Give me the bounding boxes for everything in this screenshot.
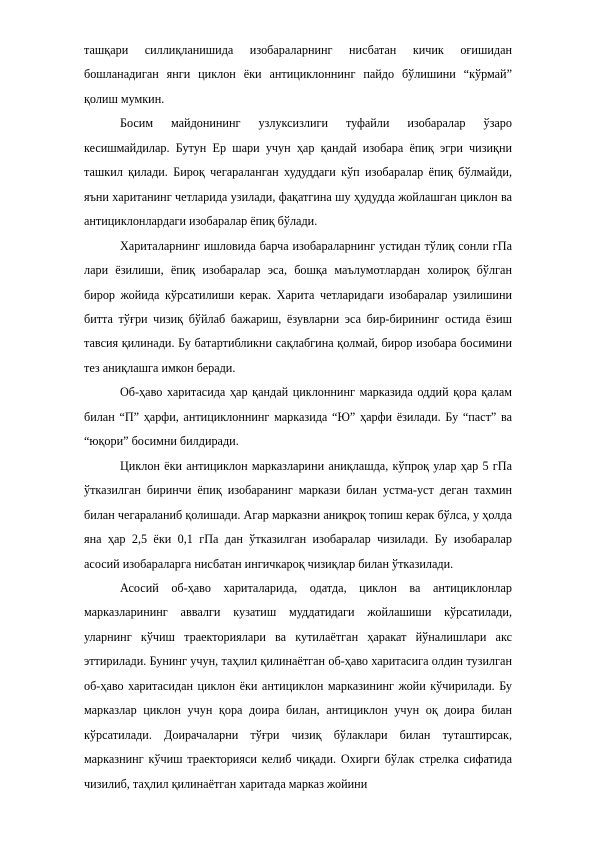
- paragraph-continuation: ташқари силлиқланишида изобараларнинг нисбатан кичик оғишидан бошланадиган янги циклон ёки антициклоннинг пайдо бўлишини “кўрмай” қолиш мумкин.: [84, 43, 512, 106]
- paragraph-main-maps: Асосий об-ҳаво хариталарида, одатда, циклон ва антициклонлар марказларининг аввалги кузатиш муддатидаги жойлашиши кўрсатилади, уларнинг кўчиш траекториялари ва кутилаётган ҳаракат йўналишлари акс эттирилади. Бунинг учун, таҳлил қилинаётган об-ҳаво харитасига олдин тузилган об-ҳаво харитасидан циклон ёки антициклон марказининг жойи кўчирилади. Бу марказлар циклон учун қора доира билан, антициклон учун оқ доира билан кўрсатилади. Доирачаларни тўғри чизиқ бўлаклари билан туташтирсак, марказнинг кўчиш траекторияси келиб чиқади. Охирги бўлак стрелка сифатида чизилиб, таҳлил қилинаётган харитада марказ жойини: [84, 580, 512, 791]
- paragraph-map-processing: Хариталарнинг ишловида барча изобараларнинг устидан тўлиқ сонли гПа лари ёзилиши, ёпиқ изобаралар эса, бошқа маълумотлардан холироқ бўлган бирор жойида кўрсатилиши керак. Харита четларидаги изобаралар узилишини битта тўғри чизиқ бўйлаб бажариш, ёзувларни эса бир-бирининг остида ёзиш тавсия қилинади. Бу батартибликни сақлабгина қолмай, бирор изобара босимини тез аниқлашга имкон беради.: [84, 238, 512, 375]
- paragraph-pressure-field: Босим майдонининг узлуксизлиги туфайли изобаралар ўзаро кесишмайдилар. Бутун Ер шари учун ҳар қандай изобара ёпиқ эгри чизиқни ташкил қилади. Бироқ чегараланган худуддаги кўп изобаралар ёпиқ бўлмайди, яъни хаританинг четларида узилади, фақатгина шу ҳудудда жойлашган циклон ва антициклонлардаги изобаралар ёпиқ бўлади.: [84, 116, 512, 229]
- paragraph-center-letters: Об-ҳаво харитасида ҳар қандай циклоннинг марказида оддий қора қалам билан “П” ҳарфи, антициклоннинг марказида “Ю” ҳарфи ёзилади. Бу “паст” ва “юқори” босимни билдиради.: [84, 385, 512, 449]
- paragraph-center-determination: Циклон ёки антициклон марказларини аниқлашда, кўпроқ улар ҳар 5 гПа ўтказилган биринчи ёпиқ изобаранинг маркази билан устма-уст деган тахмин билан чегараланиб қолишади. Агар марказни аниқроқ топиш керак бўлса, у ҳолда яна ҳар 2,5 ёки 0,1 гПа дан ўтказилган изобаралар чизилади. Бу изобаралар асосий изобараларга нисбатан ингичкароқ чизиқлар билан ўтказилади.: [84, 458, 512, 571]
- document-page: [84, 38, 512, 796]
